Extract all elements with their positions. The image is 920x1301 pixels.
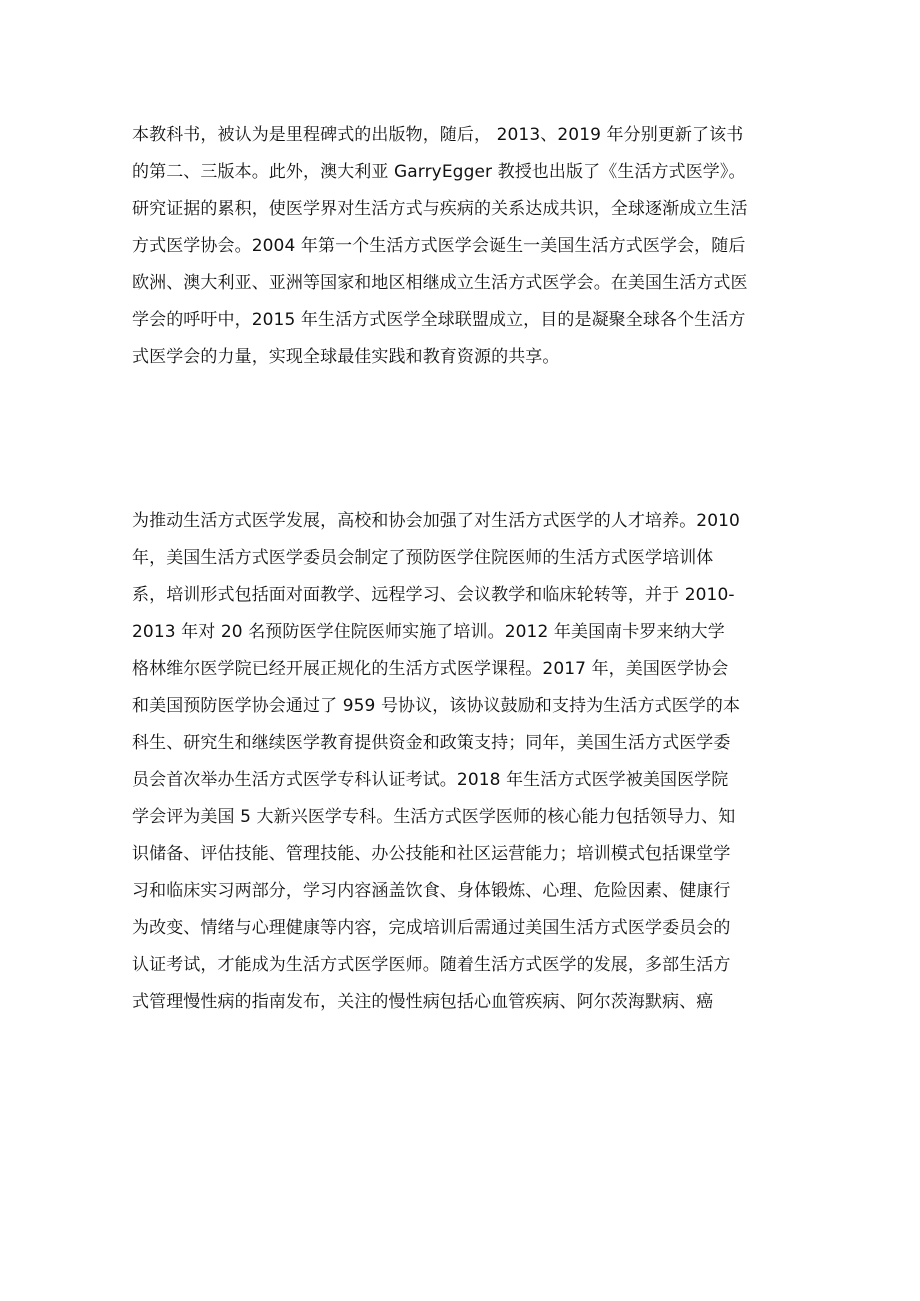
text-line: 习和临床实习两部分，学习内容涵盖饮食、身体锻炼、心理、危险因素、健康行 bbox=[132, 881, 731, 901]
text-line: 格林维尔医学院已经开展正规化的生活方式医学课程。2017 年，美国医学协会 bbox=[132, 659, 729, 679]
text-line: 和美国预防医学协会通过了 959 号协议，该协议鼓励和支持为生活方式医学的本 bbox=[132, 696, 741, 716]
text-line: 2013 年对 20 名预防医学住院医师实施了培训。2012 年美国南卡罗来纳大学 bbox=[132, 622, 725, 642]
text-line: 识储备、评估技能、管理技能、办公技能和社区运营能力；培训模式包括课堂学 bbox=[132, 844, 731, 864]
paragraph-2 bbox=[132, 503, 802, 1021]
text-line: 式管理慢性病的指南发布，关注的慢性病包括心血管疾病、阿尔茨海默病、癌 bbox=[132, 992, 714, 1012]
text-line: 方式医学协会。2004 年第一个生活方式医学会诞生一美国生活方式医学会，随后 bbox=[132, 236, 746, 256]
text-line: 年，美国生活方式医学委员会制定了预防医学住院医师的生活方式医学培训体 bbox=[132, 548, 714, 568]
text-line: 本教科书，被认为是里程碑式的出版物，随后， 2013、2019 年分别更新了该书 bbox=[132, 125, 744, 145]
text-line: 系，培训形式包括面对面教学、远程学习、会议教学和临床轮转等，并于 2010- bbox=[132, 585, 735, 605]
text-line: 科生、研究生和继续医学教育提供资金和政策支持；同年，美国生活方式医学委 bbox=[132, 733, 731, 753]
text-line: 为推动生活方式医学发展，高校和协会加强了对生活方式医学的人才培养。2010 bbox=[132, 511, 740, 531]
text-line: 为改变、情绪与心理健康等内容，完成培训后需通过美国生活方式医学委员会的 bbox=[132, 918, 731, 938]
text-line: 学会的呼吁中，2015 年生活方式医学全球联盟成立，目的是凝聚全球各个生活方 bbox=[132, 310, 746, 330]
text-line: 欧洲、澳大利亚、亚洲等国家和地区相继成立生活方式医学会。在美国生活方式医 bbox=[132, 273, 748, 293]
text-line: 学会评为美国 5 大新兴医学专科。生活方式医学医师的核心能力包括领导力、知 bbox=[132, 807, 736, 827]
text-line: 式医学会的力量，实现全球最佳实践和教育资源的共享。 bbox=[132, 347, 560, 367]
text-line: 的第二、三版本。此外，澳大利亚 GarryEgger 教授也出版了《生活方式医学》。 bbox=[132, 162, 746, 182]
text-line: 研究证据的累积，使医学界对生活方式与疾病的关系达成共识，全球逐渐成立生活 bbox=[132, 199, 748, 219]
text-line: 员会首次举办生活方式医学专科认证考试。2018 年生活方式医学被美国医学院 bbox=[132, 770, 729, 790]
text-line: 认证考试，才能成为生活方式医学医师。随着生活方式医学的发展，多部生活方 bbox=[132, 955, 731, 975]
paragraph-1 bbox=[132, 117, 802, 376]
